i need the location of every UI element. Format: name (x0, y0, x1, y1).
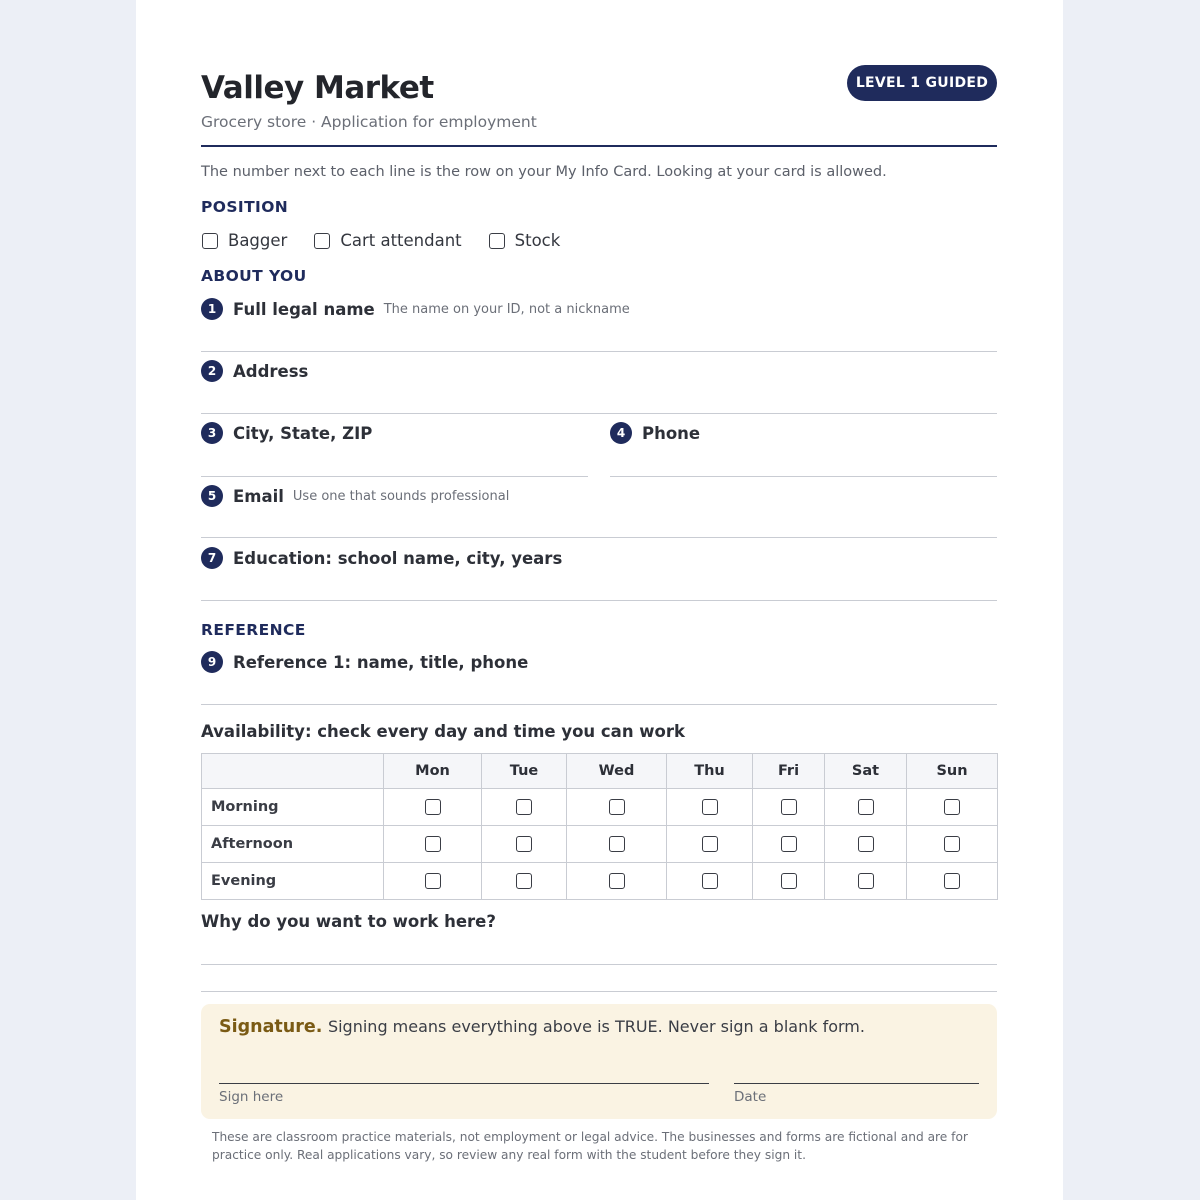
field-phone-label (610, 422, 700, 444)
time-label: Morning (202, 789, 384, 826)
availability-checkbox[interactable] (781, 873, 797, 889)
availability-checkbox[interactable] (781, 836, 797, 852)
availability-checkbox[interactable] (944, 836, 960, 852)
availability-checkbox[interactable] (858, 799, 874, 815)
field-city-state-zip-label (201, 422, 372, 444)
info-card-row-number: 5 (201, 485, 223, 507)
email-input-line[interactable] (201, 537, 997, 538)
day-header: Wed (567, 754, 667, 789)
date-line[interactable] (734, 1083, 979, 1084)
info-card-row-number: 4 (610, 422, 632, 444)
day-header: Fri (753, 754, 825, 789)
why-answer-line-1[interactable] (201, 964, 997, 965)
position-heading: POSITION (201, 198, 289, 216)
availability-checkbox[interactable] (858, 836, 874, 852)
availability-checkbox[interactable] (425, 799, 441, 815)
availability-checkbox[interactable] (702, 799, 718, 815)
position-option-label: Cart attendant (340, 231, 462, 250)
field-hint: The name on your ID, not a nickname (383, 301, 630, 317)
checkbox[interactable] (202, 233, 218, 249)
availability-row-evening (202, 863, 998, 900)
field-hint: Use one that sounds professional (292, 488, 510, 504)
availability-title: Availability: check every day and time you can work (201, 722, 685, 741)
reference-1-input-line[interactable] (201, 704, 997, 705)
position-option-stock[interactable] (489, 231, 561, 250)
signature-warning: Signing means everything above is TRUE. Never sign a blank form. (327, 1017, 865, 1036)
availability-checkbox[interactable] (781, 799, 797, 815)
info-card-row-number: 1 (201, 298, 223, 320)
instructions-text: The number next to each line is the row on your My Info Card. Looking at your card is allowed. (201, 164, 887, 180)
header-divider (201, 145, 997, 147)
field-label: Full legal name (233, 299, 375, 319)
signature-box (201, 1004, 997, 1119)
reference-heading: REFERENCE (201, 621, 306, 639)
availability-checkbox[interactable] (609, 799, 625, 815)
time-label: Evening (202, 863, 384, 900)
disclaimer-text: These are classroom practice materials, not employment or legal advice. The businesses and forms are fictional and are for practice only. Real applications vary, so review any real form with the student before they sign it. (212, 1130, 968, 1162)
info-card-row-number: 9 (201, 651, 223, 673)
availability-checkbox[interactable] (516, 873, 532, 889)
address-input-line[interactable] (201, 413, 997, 414)
field-label: Address (233, 361, 309, 381)
level-badge: LEVEL 1 GUIDED (847, 65, 997, 101)
day-header: Sat (825, 754, 907, 789)
availability-checkbox[interactable] (944, 873, 960, 889)
field-label: Email (233, 486, 284, 506)
education-input-line[interactable] (201, 600, 997, 601)
field-full-legal-name-label (201, 298, 630, 320)
position-option-cart-attendant[interactable] (314, 231, 461, 250)
field-reference-1-label (201, 651, 528, 673)
position-option-bagger[interactable] (202, 231, 287, 250)
why-answer-line-2[interactable] (201, 991, 997, 992)
city-state-zip-input-line[interactable] (201, 476, 588, 477)
checkbox[interactable] (314, 233, 330, 249)
signature-line[interactable] (219, 1083, 709, 1084)
availability-checkbox[interactable] (516, 799, 532, 815)
availability-checkbox[interactable] (858, 873, 874, 889)
availability-header-row (202, 754, 998, 789)
page-subtitle: Grocery store · Application for employment (201, 113, 537, 131)
position-option-label: Bagger (228, 231, 288, 250)
info-card-row-number: 2 (201, 360, 223, 382)
availability-checkbox[interactable] (516, 836, 532, 852)
availability-row-morning (202, 789, 998, 826)
time-label: Afternoon (202, 826, 384, 863)
availability-row-afternoon (202, 826, 998, 863)
availability-checkbox[interactable] (702, 873, 718, 889)
availability-checkbox[interactable] (609, 836, 625, 852)
availability-checkbox[interactable] (425, 836, 441, 852)
field-education-label (201, 547, 562, 569)
position-option-label: Stock (514, 231, 561, 250)
day-header: Tue (482, 754, 567, 789)
availability-checkbox[interactable] (609, 873, 625, 889)
day-header: Thu (667, 754, 753, 789)
field-email-label (201, 485, 509, 507)
date-caption: Date (734, 1089, 767, 1105)
application-sheet (136, 0, 1063, 1200)
availability-corner-cell (202, 754, 384, 789)
availability-checkbox[interactable] (425, 873, 441, 889)
field-label: Phone (642, 423, 701, 443)
page-title: Valley Market (201, 70, 434, 106)
about-heading: ABOUT YOU (201, 267, 307, 285)
info-card-row-number: 3 (201, 422, 223, 444)
full-legal-name-input-line[interactable] (201, 351, 997, 352)
phone-input-line[interactable] (610, 476, 997, 477)
sign-here-caption: Sign here (219, 1089, 284, 1105)
field-address-label (201, 360, 308, 382)
day-header: Sun (907, 754, 998, 789)
availability-checkbox[interactable] (944, 799, 960, 815)
day-header: Mon (384, 754, 482, 789)
why-work-here-label: Why do you want to work here? (201, 912, 496, 931)
availability-grid (201, 753, 998, 900)
field-label: Reference 1: name, title, phone (233, 652, 529, 672)
position-options (202, 231, 587, 250)
checkbox[interactable] (489, 233, 505, 249)
signature-heading (219, 1017, 865, 1037)
signature-title: Signature. (219, 1017, 323, 1037)
field-label: Education: school name, city, years (233, 548, 563, 568)
availability-checkbox[interactable] (702, 836, 718, 852)
info-card-row-number: 7 (201, 547, 223, 569)
field-label: City, State, ZIP (233, 423, 373, 443)
